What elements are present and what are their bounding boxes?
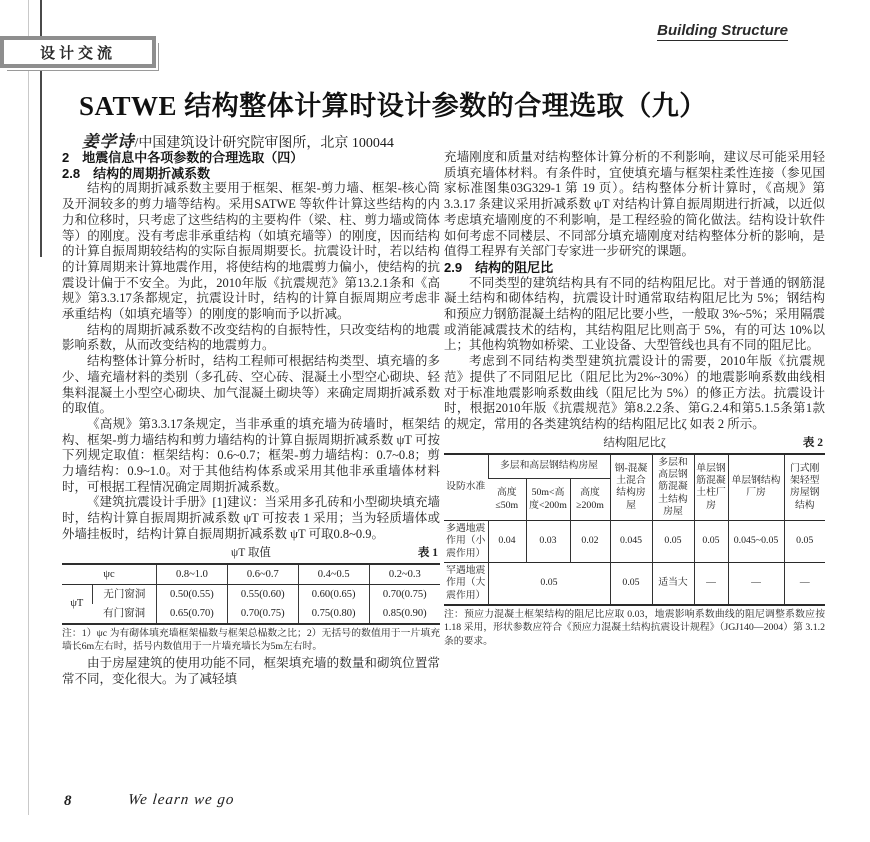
table2-label: 表 2 — [802, 436, 823, 449]
paragraph: 不同类型的建筑结构具有不同的结构阻尼比。对于普通的钢筋混凝土结构和砌体结构，抗震设计时通常取结构阻尼比为 5%；钢结构和预应力钢筋混凝土结构的阻尼比要小些，一般取 3%~5%；采用隔震或消能减震技术的结构，其结构阻尼比则高于 5%，有的可达 10%以上；其他构筑物如桥梁、工业设备、大型管线也具有不同的阻尼比。 — [444, 275, 825, 353]
table2-header-steel-group: 多层和高层钢结构房屋 — [488, 454, 610, 479]
table1-cell: 0.65(0.70) — [156, 604, 227, 624]
table2-cell: 0.05 — [784, 521, 825, 563]
table1-title: ψT 取值 — [231, 546, 271, 559]
table2-cell: 0.03 — [526, 521, 570, 563]
left-column — [62, 150, 440, 688]
table2-cell: 0.02 — [570, 521, 610, 563]
table1-note: 注：1）ψc 为有砌体填充墙框架榀数与框架总榀数之比；2）无括号的数值用于一片填充墙长6m左右时，括号内数值用于一片墙充墙长为5m左右时。 — [62, 627, 440, 652]
table1-header-cell: 0.4~0.5 — [298, 564, 369, 585]
paragraph: 由于房屋建筑的使用功能不同，框架填充墙的数量和砌筑位置常常不同，变化很大。为了减轻填 — [62, 656, 440, 686]
section-heading-2-8: 2.8 结构的周期折减系数 — [62, 165, 211, 181]
table2-row — [444, 521, 825, 563]
table2-header-single-rc: 单层钢筋混凝土柱厂房 — [694, 454, 728, 521]
section-tag-box — [0, 36, 156, 68]
right-column — [444, 150, 825, 648]
table1-cell: 0.70(0.75) — [369, 584, 440, 604]
footer-slogan: We learn we go — [127, 792, 236, 808]
table1-cell: 0.85(0.90) — [369, 604, 440, 624]
table2-header-portal: 门式刚架轻型房屋钢结构 — [784, 454, 825, 521]
table1-header-psi-c: ψc — [62, 564, 156, 585]
table2-row — [444, 563, 825, 605]
section-heading-2-9: 2.9 结构的阻尼比 — [444, 259, 554, 275]
table1-titlebar — [62, 546, 440, 563]
table2-header-steel-sub: 高度≤50m — [495, 487, 519, 511]
table1-row — [62, 604, 440, 624]
journal-name: Building Structure — [657, 22, 788, 39]
paragraph: 充墙刚度和质量对结构整体计算分析的不利影响，建议尽可能采用轻质填充墙体材料。有条件时，宜使填充墙与框架柱柔性连接（参见国家标准图集03G329-1 第 19 页）。结构整体分析计算时，《高规》第 3.3.17 条建议采用折减系数 ψT 对结构计算自振周期进行折减，以近似考虑填充墙刚度的不利影响，是工程经验的简化做法。结构设计软件如何考虑不同楼层、不同部分填充墙刚度对结构整体分析的影响，是值得工程界有关部门专家进一步研究的课题。 — [444, 150, 825, 259]
table1 — [62, 563, 440, 625]
table2-cell: — — [728, 563, 784, 605]
table1-header-cell: 0.6~0.7 — [227, 564, 298, 585]
table2-cell: 0.05 — [652, 521, 694, 563]
table2-header-single-steel: 单层钢结构厂房 — [728, 454, 784, 521]
table2-cell: — — [784, 563, 825, 605]
table1-row-group: ψT — [70, 598, 84, 610]
table2-cell: 0.045 — [610, 521, 652, 563]
table1-cell: 0.55(0.60) — [227, 584, 298, 604]
table2-note: 注：预应力混凝土框架结构的阻尼比应取 0.03，地震影响系数曲线的阻尼调整系数应按 1.18 采用，形状参数应符合《预应力混凝土结构抗震设计规程》（JGJ140—2004）第 3.1.2 条的要求。 — [444, 608, 825, 647]
table1-label: 表 1 — [417, 546, 438, 559]
author-affiliation: /中国建筑设计研究院审图所，北京 100044 — [134, 136, 394, 151]
table1-header-cell: 0.2~0.3 — [369, 564, 440, 585]
page-edge-line — [28, 0, 29, 815]
paragraph: 结构的周期折减系数不改变结构的自振特性，只改变结构的地震影响系数，从而改变结构的地震剪力。 — [62, 322, 440, 353]
table1-row — [62, 584, 440, 604]
table2-cell: 0.05 — [694, 521, 728, 563]
paragraph: 《高规》第3.3.17条规定，当非承重的填充墙为砖墙时，框架结构、框架-剪力墙结构和剪力墙结构的计算自振周期折减系数 ψT 可按下列规定取值：框架结构：0.6~0.7；框架-剪力墙结构：0.7~0.8；剪力墙结构：0.9~1.0。对于其他结构体系或采用其他非承重墙体材料时，可根据工程情况确定周期折减系数。 — [62, 416, 440, 494]
paragraph: 《建筑抗震设计手册》[1]建议：当采用多孔砖和小型砌块填充墙时，结构计算自振周期折减系数 ψT 可按表 1 采用；当为轻质墙体或外墙挂板时，结构计算自振周期折减系数 ψT 可取0.8~0.9。 — [62, 495, 440, 541]
table2-cell: 0.05 — [610, 563, 652, 605]
table1-cell: 0.75(0.80) — [298, 604, 369, 624]
table2-header-mixed: 钢-混凝土混合结构房屋 — [610, 454, 652, 521]
table2-titlebar — [444, 436, 825, 453]
paragraph: 结构整体计算分析时，结构工程师可根据结构类型、填充墙的多少、墙充墙材料的类别（多孔砖、空心砖、混凝土小型空心砌块、轻集料混凝土小型空心砌块、加气混凝土砌块等）来确定周期折减系数的取值。 — [62, 354, 440, 416]
table2-header-level: 设防水准 — [446, 481, 486, 493]
table1-cell: 0.70(0.75) — [227, 604, 298, 624]
table1-cell: 0.60(0.65) — [298, 584, 369, 604]
table2-header-steel-sub: 高度≥200m — [570, 479, 610, 521]
table2-cell: — — [694, 563, 728, 605]
article-title: SATWE 结构整体计算时设计参数的合理选取（九） — [79, 91, 707, 121]
table1-row-label: 无门窗洞 — [92, 584, 156, 604]
paragraph: 考虑到不同结构类型建筑抗震设计的需要，2010年版《抗震规范》提供了不同阻尼比（阻尼比为2%~30%）的地震影响系数曲线相对于标准地震影响系数曲线（阻尼比为 5%）的修正方法。抗震设计时，根据2010年版《抗震规范》第8.2.2条、第G.2.4和第5.1.5条第1款的规定，常用的各类建筑结构的结构阻尼比ζ 如表 2 所示。 — [444, 354, 825, 431]
footer-page-number: 8 — [64, 793, 72, 809]
table1-header-row — [62, 564, 440, 585]
section-tag-label: 设计交流 — [39, 44, 116, 62]
table2-cell: 0.04 — [488, 521, 526, 563]
author-name: 姜学诗 — [82, 132, 135, 151]
table1-block — [62, 546, 440, 654]
table1-cell: 0.50(0.55) — [156, 584, 227, 604]
paragraph: 结构的周期折减系数主要用于框架、框架-剪力墙、框架-核心筒及开洞较多的剪力墙等结构。采用SATWE 等软件计算这些结构的内力和位移时，只考虑了这些结构的主要构件（梁、柱、剪力墙或筒体等）的刚度。没有考虑非承重结构（如填充墙等）的刚度，因而结构的计算自振周期较结构的实际自振周期要长。抗震设计时，若以结构的计算周期来计算地震作用，将使结构的地震剪力偏小，使结构的抗震设计偏于不安全。为此，2010年版《抗震规范》第13.2.1条和《高规》第3.3.17条都规定，抗震设计时，结构的计算自振周期应考虑非承重结构（如填充墙等）的刚度的影响而予以折减。 — [62, 181, 440, 322]
section-heading-2: 2 地震信息中各项参数的合理选取（四） — [62, 150, 304, 165]
table2-cell: 适当大 — [652, 563, 694, 605]
table1-header-cell: 0.8~1.0 — [156, 564, 227, 585]
table2-cell: 0.05 — [488, 563, 610, 605]
table2-header-steel-sub: 50m<高度<200m — [526, 479, 570, 521]
table2-row-label: 罕遇地震作用（大震作用） — [444, 563, 488, 605]
table2-header-rc: 多层和高层钢筋混凝土结构房屋 — [652, 454, 694, 521]
table2-block — [444, 436, 825, 648]
table2-header-row — [444, 454, 825, 479]
table2-cell: 0.045~0.05 — [728, 521, 784, 563]
table2-title: 结构阻尼比ζ — [603, 436, 666, 449]
table1-row-label: 有门窗洞 — [103, 607, 146, 619]
author-byline — [82, 128, 394, 152]
table2-row-label: 多遇地震作用（小震作用） — [444, 521, 488, 563]
table2 — [444, 453, 825, 606]
